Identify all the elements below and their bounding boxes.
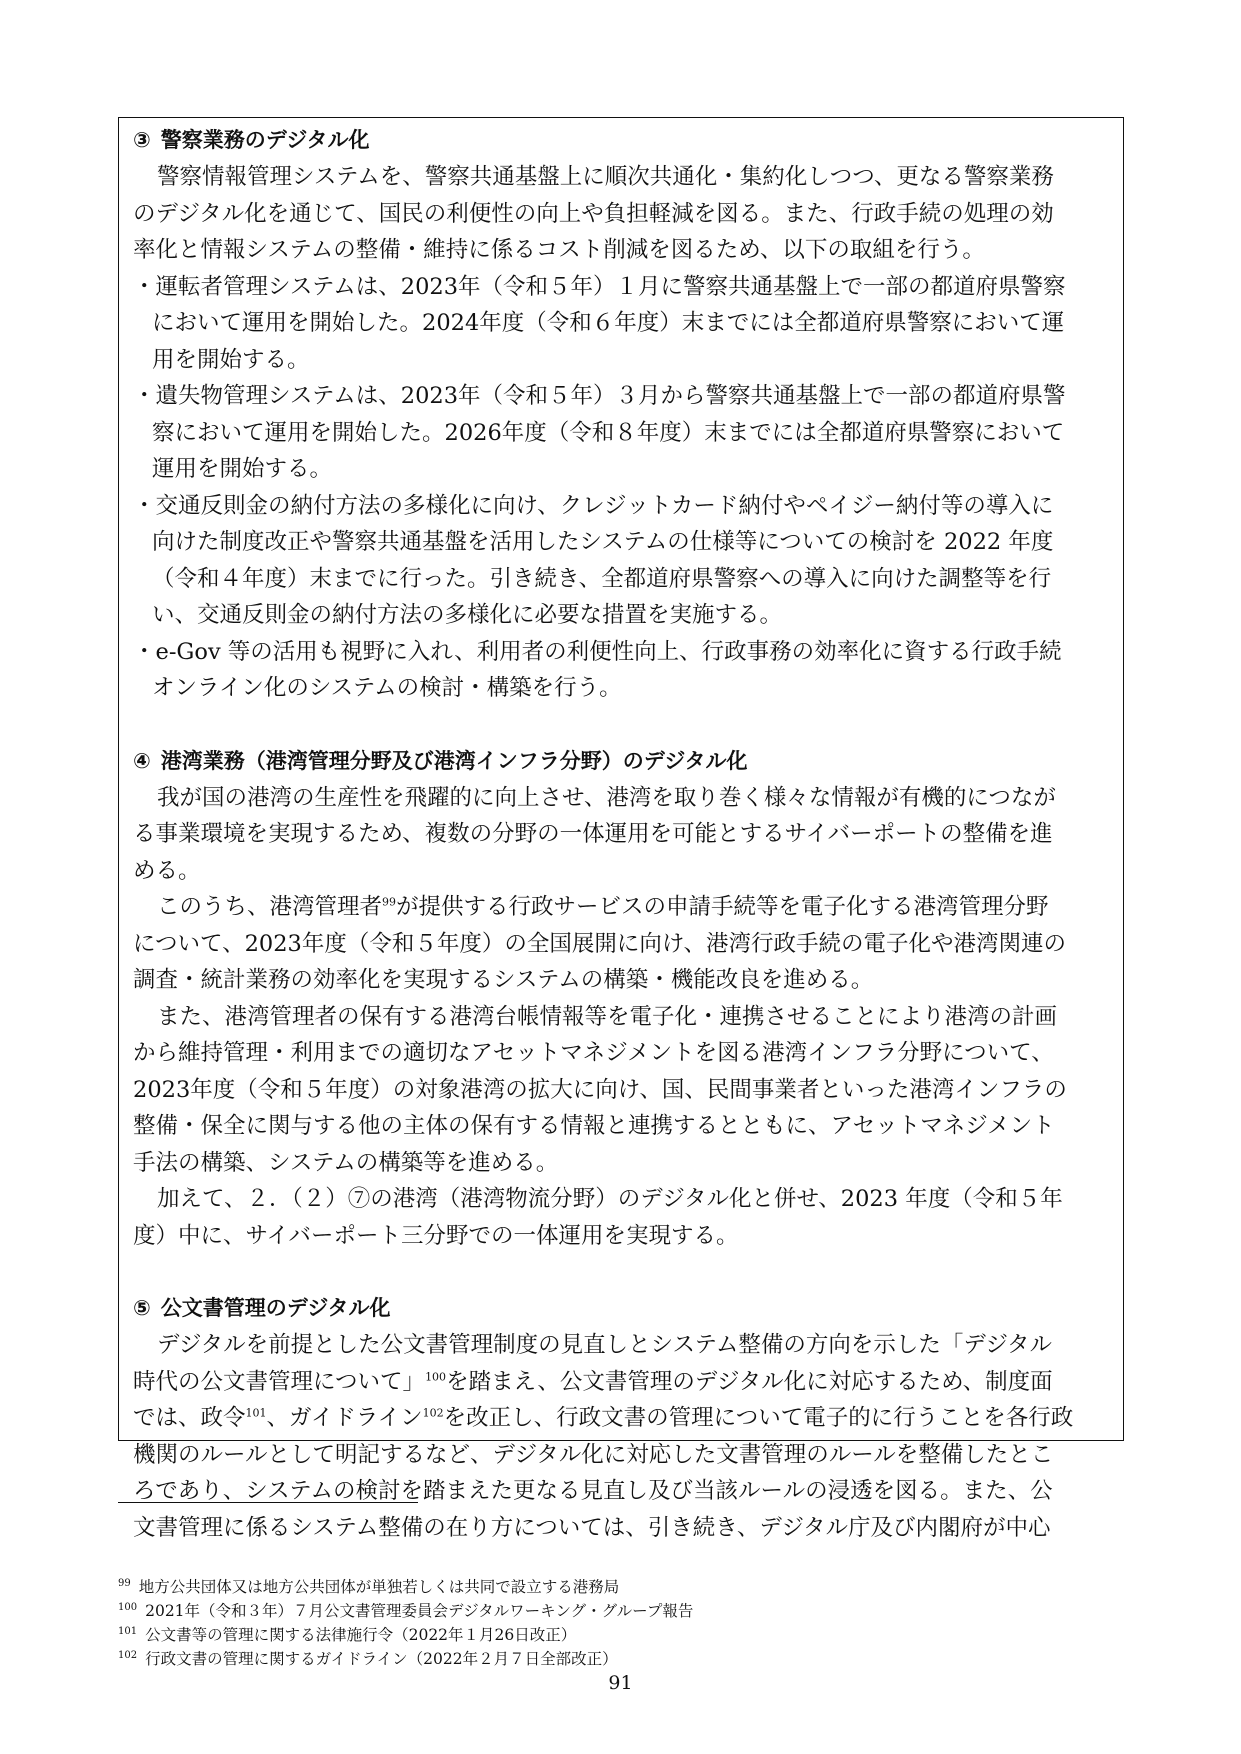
- section-title: 港湾業務（港湾管理分野及び港湾インフラ分野）のデジタル化: [160, 748, 748, 773]
- line-text: から維持管理・利用までの適切なアセットマネジメントを図る港湾インフラ分野について、: [133, 1040, 1054, 1066]
- line-text: 機関のルールとして明記するなど、デジタル化に対応した文書管理のルールを整備したとこ: [133, 1441, 1054, 1468]
- footnote-text: 公文書等の管理に関する法律施行令（2022年１月26日改正）: [145, 1626, 577, 1644]
- line-text: ろであり、システムの検討を踏まえた更なる見直し及び当該ルールの浸透を図る。また、公: [133, 1478, 1053, 1504]
- text-line: [133, 1145, 1107, 1182]
- line-text: オンライン化のシステムの検討・構築を行う。: [152, 675, 622, 701]
- line-text: 整備・保全に関与する他の主体の保有する情報と連携するとともに、アセットマネジメント: [133, 1113, 1055, 1139]
- section-heading: [133, 743, 1107, 780]
- text-line: [133, 670, 1107, 707]
- text-line: [133, 232, 1107, 269]
- text-line: [133, 597, 1107, 634]
- line-text: ・遺失物管理システムは、2023年（令和５年）３月から警察共通基盤上で一部の都道府県警: [133, 383, 1066, 409]
- text-line: [133, 1473, 1107, 1510]
- line-text: が提供する行政サービスの申請手続等を電子化する港湾管理分野: [396, 894, 1049, 920]
- footnote-ref: 100: [425, 1370, 447, 1383]
- text-line: [133, 305, 1107, 342]
- footnote: [118, 1575, 1118, 1599]
- section-title: 公文書管理のデジタル化: [160, 1296, 391, 1320]
- text-line: [133, 962, 1107, 999]
- text-line: [133, 378, 1107, 415]
- line-text: 察において運用を開始した。2026年度（令和８年度）末までには全都道府県警察において: [152, 419, 1065, 446]
- line-text: において運用を開始した。2024年度（令和６年度）末までには全都道府県警察において運: [152, 310, 1065, 336]
- footnote-text: 2021年（令和３年）７月公文書管理委員会デジタルワーキング・グループ報告: [145, 1602, 694, 1620]
- line-text: のデジタル化を通じて、国民の利便性の向上や負担軽減を図る。また、行政手続の処理の効: [133, 200, 1054, 227]
- line-text: を踏まえ、公文書管理のデジタル化に対応するため、制度面: [446, 1368, 1053, 1395]
- text-line: [133, 269, 1107, 306]
- line-text: 時代の公文書管理について」: [133, 1368, 426, 1395]
- text-line: [133, 816, 1107, 853]
- line-text: 手法の構築、システムの構築等を進める。: [133, 1149, 559, 1176]
- text-line: [133, 999, 1107, 1036]
- line-text: 度）中に、サイバーポート三分野での一体運用を実現する。: [133, 1222, 739, 1249]
- footnote-mark: 100: [118, 1601, 138, 1613]
- line-text: 文書管理に係るシステム整備の在り方については、引き続き、デジタル庁及び内閣府が中心: [133, 1514, 1051, 1541]
- line-text: める。: [133, 857, 201, 884]
- footnote-ref: 102: [422, 1406, 444, 1420]
- text-line: [133, 1108, 1107, 1145]
- section-heading: [133, 1290, 1107, 1327]
- body-text: [133, 122, 1107, 1546]
- footnote-text: 行政文書の管理に関するガイドライン（2022年２月７日全部改正）: [145, 1650, 618, 1668]
- line-text: 、ガイドライン: [266, 1405, 423, 1431]
- text-line: [133, 1510, 1107, 1547]
- footnote-mark: 101: [118, 1625, 138, 1637]
- section-number: ③: [133, 128, 151, 152]
- footnote: [118, 1647, 1118, 1671]
- line-text: を改正し、行政文書の管理について電子的に行うことを各行政: [443, 1405, 1074, 1431]
- line-text: い、交通反則金の納付方法の多様化に必要な措置を実施する。: [152, 602, 783, 628]
- line-text: また、港湾管理者の保有する港湾台帳情報等を電子化・連携させることにより港湾の計画: [157, 1003, 1058, 1030]
- line-text: デジタルを前提とした公文書管理制度の見直しとシステム整備の方向を示した「デジタル: [157, 1332, 1053, 1358]
- section-number: ④: [133, 748, 151, 773]
- text-line: [133, 524, 1107, 561]
- text-line: [133, 415, 1107, 452]
- footnote-text: 地方公共団体又は地方公共団体が単独若しくは共同で設立する港務局: [138, 1578, 620, 1596]
- text-line: [133, 926, 1107, 963]
- line-text: （令和４年度）末までに行った。引き続き、全都道府県警察への導入に向けた調整等を行: [152, 565, 1052, 592]
- text-line: [133, 196, 1107, 233]
- footnotes: [118, 1575, 1118, 1671]
- footnote: [118, 1599, 1118, 1623]
- section-heading: [133, 122, 1107, 159]
- line-text: 我が国の港湾の生産性を飛躍的に向上させ、港湾を取り巻く様々な情報が有機的につなが: [157, 784, 1056, 811]
- line-text: 率化と情報システムの整備・維持に係るコスト削減を図るため、以下の取組を行う。: [133, 237, 985, 263]
- text-line: [133, 1072, 1107, 1109]
- footnote-mark: 99: [118, 1577, 131, 1589]
- line-text: 運用を開始する。: [152, 456, 333, 482]
- text-line: [133, 780, 1107, 817]
- text-line: [133, 1364, 1107, 1401]
- line-text: このうち、港湾管理者: [157, 894, 383, 920]
- section-gap: [133, 1254, 1107, 1290]
- text-line: [133, 853, 1107, 890]
- footnote-ref: 101: [245, 1406, 267, 1420]
- text-line: [133, 1181, 1107, 1218]
- line-text: 2023年度（令和５年度）の対象港湾の拡大に向け、国、民間事業者といった港湾インフラの: [133, 1076, 1067, 1103]
- footnote: [118, 1623, 1118, 1647]
- text-line: [133, 1400, 1107, 1437]
- line-text: 向けた制度改正や警察共通基盤を活用したシステムの仕様等についての検討を 2022 年度: [152, 529, 1054, 555]
- footnote-separator: [118, 1502, 418, 1503]
- text-line: [133, 1437, 1107, 1474]
- line-text: について、2023年度（令和５年度）の全国展開に向け、港湾行政手続の電子化や港湾関連の: [133, 930, 1066, 957]
- text-line: [133, 451, 1107, 488]
- footnote-mark: 102: [118, 1649, 138, 1661]
- section-gap: [133, 707, 1107, 743]
- line-text: る事業環境を実現するため、複数の分野の一体運用を可能とするサイバーポートの整備を進: [133, 821, 1053, 847]
- text-line: [133, 159, 1107, 196]
- page-number: 91: [608, 1672, 633, 1694]
- text-line: [133, 1327, 1107, 1364]
- line-text: ・運転者管理システムは、2023年（令和５年）１月に警察共通基盤上で一部の都道府県警察: [133, 273, 1066, 300]
- content-box: [118, 117, 1124, 1541]
- line-text: ・交通反則金の納付方法の多様化に向け、クレジットカード納付やペイジー納付等の導入に: [133, 492, 1054, 519]
- line-text: 調査・統計業務の効率化を実現するシステムの構築・機能改良を進める。: [133, 967, 874, 993]
- text-line: [133, 889, 1107, 926]
- text-line: [133, 488, 1107, 525]
- text-line: [133, 1218, 1107, 1255]
- footnote-ref: 99: [382, 895, 397, 909]
- line-text: ・e-Gov 等の活用も視野に入れ、利用者の利便性向上、行政事務の効率化に資する行政手続: [133, 638, 1062, 665]
- text-line: [133, 1035, 1107, 1072]
- section-number: ⑤: [133, 1296, 151, 1320]
- line-text: 警察情報管理システムを、警察共通基盤上に順次共通化・集約化しつつ、更なる警察業務: [157, 164, 1054, 190]
- line-text: では、政令: [133, 1405, 246, 1431]
- line-text: 用を開始する。: [152, 346, 310, 373]
- text-line: [133, 634, 1107, 671]
- section-title: 警察業務のデジタル化: [160, 128, 370, 152]
- text-line: [133, 561, 1107, 598]
- line-text: 加えて、２．（２）⑦の港湾（港湾物流分野）のデジタル化と併せ、2023 年度（令和５年: [157, 1186, 1063, 1212]
- text-line: [133, 342, 1107, 379]
